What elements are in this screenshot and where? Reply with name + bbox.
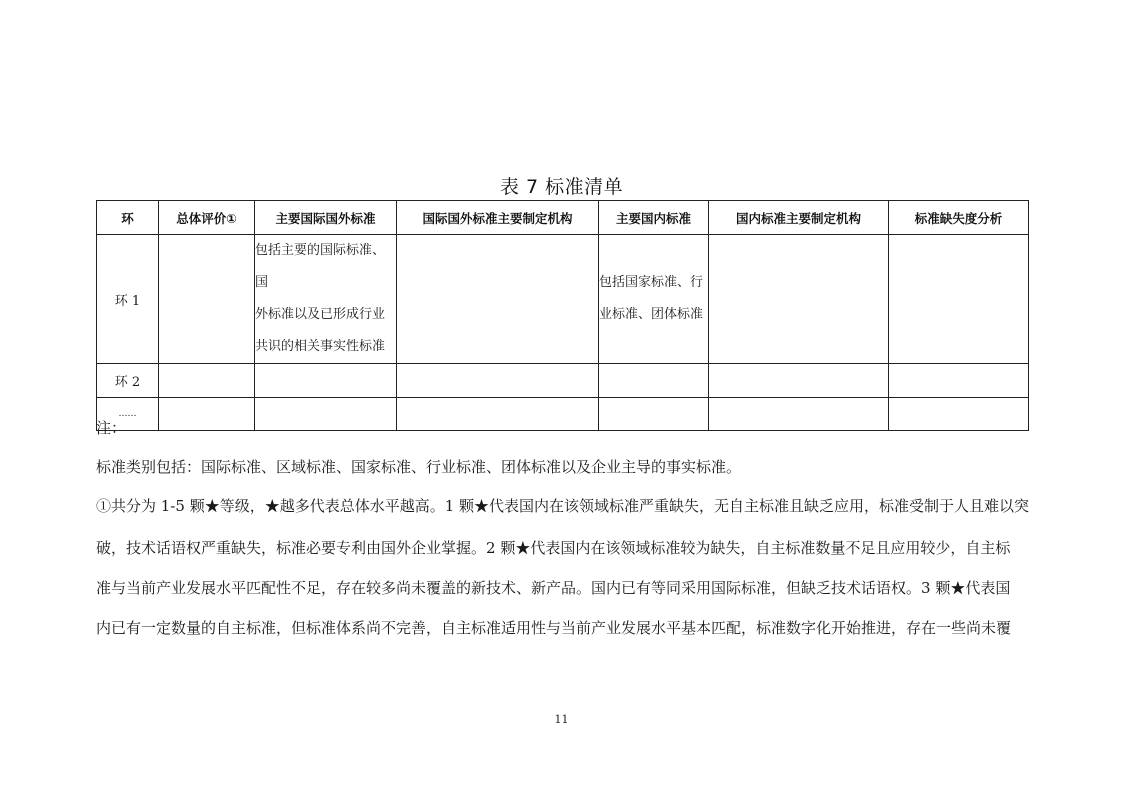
note-line: ①共分为 1-5 颗★等级，★越多代表总体水平越高。1 颗★代表国内在该领域标准严重缺失，无自主标准且缺乏应用，标准受制于人且难以突 — [96, 497, 1030, 515]
cell-gap-analysis — [889, 364, 1029, 398]
cell-text-line: 外标准以及已形成行业 — [255, 307, 386, 322]
note-line: 标准类别包括：国际标准、区域标准、国家标准、行业标准、团体标准以及企业主导的事实标准。 — [96, 458, 742, 476]
note-line: 准与当前产业发展水平匹配性不足，存在较多尚未覆盖的新技术、新产品。国内已有等同采用国际标准，但缺乏技术话语权。3 颗★代表国 — [96, 579, 1011, 597]
cell-overall — [159, 364, 255, 398]
cell-text-line: 业标准、团体标准 — [599, 307, 704, 322]
header-intl-orgs: 国际国外标准主要制定机构 — [397, 201, 599, 235]
cell-domestic-standards — [599, 364, 709, 398]
table-header-row — [97, 201, 1029, 235]
table-title: 表 7 标准清单 — [499, 176, 624, 198]
cell-ring: 环 2 — [97, 364, 159, 398]
cell-text-line: 共识的相关事实性标准 — [255, 339, 386, 354]
note-line: 破，技术话语权严重缺失，标准必要专利由国外企业掌握。2 颗★代表国内在该领域标准较为缺失，自主标准数量不足且应用较少，自主标 — [96, 539, 1011, 557]
header-ring: 环 — [97, 201, 159, 235]
cell-gap-analysis — [889, 235, 1029, 364]
notes-label: 注： — [96, 419, 127, 437]
cell-domestic-orgs — [709, 364, 889, 398]
cell-intl-orgs — [397, 235, 599, 364]
table-row — [97, 235, 1029, 364]
header-overall-rating: 总体评价① — [159, 201, 255, 235]
cell-ring-ellipsis: …… — [97, 398, 159, 431]
cell-intl-orgs — [397, 364, 599, 398]
cell-intl-standards — [255, 235, 397, 364]
cell-text-line: 包括国家标准、行 — [599, 275, 704, 290]
cell-ring: 环 1 — [97, 235, 159, 364]
cell-intl-standards — [255, 364, 397, 398]
header-domestic-standards: 主要国内标准 — [599, 201, 709, 235]
table-row — [97, 364, 1029, 398]
page-number: 11 — [554, 713, 569, 726]
header-domestic-orgs: 国内标准主要制定机构 — [709, 201, 889, 235]
cell-domestic-standards — [599, 235, 709, 364]
cell-text-line: 包括主要的国际标准、国 — [255, 243, 386, 290]
note-line: 内已有一定数量的自主标准，但标准体系尚不完善，自主标准适用性与当前产业发展水平基本匹配，标准数字化开始推进，存在一些尚未覆 — [96, 619, 1012, 637]
cell-overall — [159, 235, 255, 364]
cell-domestic-orgs — [709, 235, 889, 364]
standards-table — [96, 200, 1029, 431]
header-gap-analysis: 标准缺失度分析 — [889, 201, 1029, 235]
header-intl-standards: 主要国际国外标准 — [255, 201, 397, 235]
